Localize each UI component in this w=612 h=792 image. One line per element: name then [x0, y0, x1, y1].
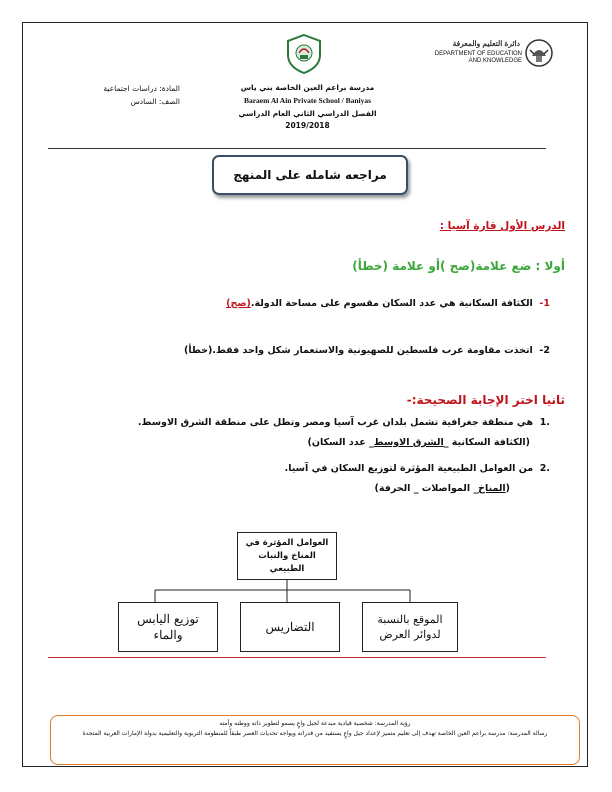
options-post: _ عدد السكان): [307, 437, 374, 448]
item-answer: (صح): [226, 298, 251, 309]
school-mission: رسالة المدرسة: مدرسة براعم العين الخاصة تهدف إلى تعليم متميز لإعداد جيل واعٍ يستفيد من قدراته ويواجه تحديات العصر طبقاً للمنظومة التربوية والتعليمية بدولة الإمارات العربية المتحدة: [82, 730, 548, 737]
item-text: الكثافة السكانية هي عدد السكان مقسوم على مساحة الدولة.: [250, 298, 533, 309]
diagram-root: [237, 532, 337, 580]
section2-heading: ثانيا اختر الإجابة الصحيحة:-: [406, 393, 565, 407]
page-title: مراجعه شامله على المنهج: [212, 155, 408, 195]
school-vision: رؤية المدرسة: شخصية قيادية مبدعة لجيل واعٍ يسمو لتطوير ذاته ووطنه وأمته: [219, 720, 411, 727]
item-number: .1: [539, 417, 550, 428]
department-name-en-2: AND KNOWLEDGE: [468, 58, 522, 64]
options-answer: المناخ: [478, 483, 506, 494]
section1-heading: أولا : ضع علامة(صح )أو علامة (خطأ): [352, 259, 565, 273]
academic-term: الفصل الدراسي الثاني العام الدراسي 2019/2018: [238, 109, 377, 130]
lesson-heading: الدرس الأول قارة آسيا :: [439, 220, 565, 232]
item-number: 2-: [539, 345, 550, 356]
diagram-child-terrain: [240, 602, 340, 652]
department-name-en-1: DEPARTMENT OF EDUCATION: [434, 51, 522, 57]
school-vision-mission: [50, 715, 580, 765]
grade-label: الصف: السادس: [130, 97, 180, 106]
item-text: من العوامل الطبيعية المؤثرة لتوزيع السكان في آسيا.: [284, 463, 534, 474]
item-answer: (خطأ): [184, 345, 213, 356]
options-pre: (: [505, 483, 510, 494]
diagram-child-label: توزيع اليابس والماء: [137, 612, 199, 642]
diagram-root-label: العوامل المؤثرة في المناخ والنبات الطبيعي: [245, 537, 329, 574]
diagram-child-label: التضاريس: [265, 620, 315, 634]
diagram-child-land-water: [118, 602, 218, 652]
item-text: اتخذت مقاومة عرب فلسطين للصهيونية والاستعمار شكل واحد فقط.: [212, 345, 533, 356]
options-answer: الشرق الاوسط: [373, 437, 444, 448]
item-text: هي منطقة جغرافية تشمل بلدان غرب آسيا ومصر وتطل على منطقة الشرق الاوسط.: [137, 417, 534, 428]
diagram-child-label: الموقع بالنسبة لدوائر العرض: [377, 613, 443, 641]
school-name-en: Baraem Al Ain Private School / Baniyas: [243, 96, 372, 105]
item-number: 1-: [539, 298, 550, 309]
item-number: .2: [539, 463, 550, 474]
diagram-child-latitude: [362, 602, 458, 652]
options-post: _ المواصلات _ الحرفة): [374, 483, 479, 494]
subject-label: المادة: دراسات اجتماعية: [103, 84, 180, 93]
school-name-ar: مدرسة براعم العين الخاصة بني ياس: [240, 83, 375, 92]
department-name-ar: دائرة التعليم والمعرفة: [452, 39, 520, 48]
options-pre: (الكثافة السكانية _: [443, 437, 530, 448]
section-divider-red: [48, 657, 546, 658]
